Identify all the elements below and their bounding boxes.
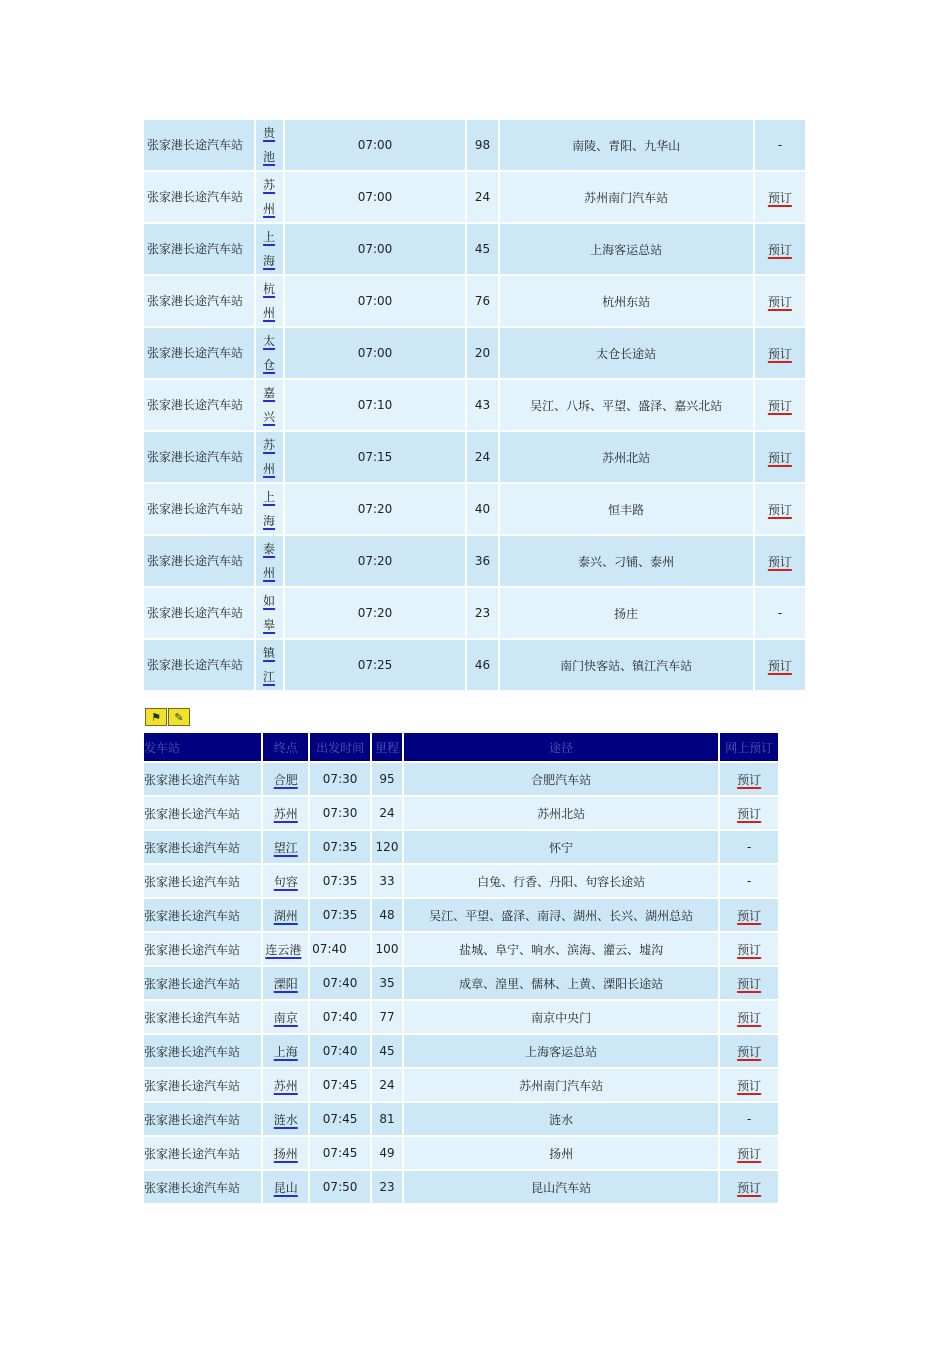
booking-cell: [719, 1000, 779, 1034]
book-link[interactable]: 预订: [737, 942, 762, 957]
distance-cell: 20: [466, 327, 498, 379]
destination-cell: [262, 1102, 309, 1136]
destination-link[interactable]: 如皋: [263, 594, 276, 632]
departure-time-cell: 07:40: [309, 1034, 371, 1068]
via-cell: 成章、湟里、儒林、上黄、溧阳长途站: [403, 966, 719, 1000]
via-cell: 苏州南门汽车站: [499, 171, 754, 223]
booking-cell: [754, 483, 806, 535]
book-link[interactable]: 预订: [737, 1180, 762, 1195]
table-row: [143, 587, 806, 639]
booking-cell: [719, 864, 779, 898]
table-row: [143, 796, 779, 830]
table-row: [143, 483, 806, 535]
destination-link[interactable]: 连云港: [265, 942, 302, 957]
destination-link[interactable]: 湖州: [273, 908, 298, 923]
station-cell: 张家港长途汽车站: [143, 898, 262, 932]
station-cell: 张家港长途汽车站: [143, 639, 255, 691]
via-cell: 吴江、八坼、平望、盛泽、嘉兴北站: [499, 379, 754, 431]
station-cell: 张家港长途汽车站: [143, 327, 255, 379]
distance-cell: 77: [371, 1000, 403, 1034]
booking-cell: [719, 1170, 779, 1204]
departure-time-cell: 07:40: [309, 1000, 371, 1034]
station-cell: 张家港长途汽车站: [143, 1136, 262, 1170]
destination-cell: [262, 932, 309, 966]
booking-cell: [754, 639, 806, 691]
via-cell: 扬庄: [499, 587, 754, 639]
book-link[interactable]: 预订: [737, 1044, 762, 1059]
departure-time-cell: 07:50: [309, 1170, 371, 1204]
table-row: [143, 1170, 779, 1204]
schedule-table-2-body: [143, 762, 779, 1204]
table-row: [143, 1102, 779, 1136]
table-row: [143, 535, 806, 587]
booking-cell: [754, 223, 806, 275]
via-cell: 南陵、青阳、九华山: [499, 119, 754, 171]
booking-cell: [719, 1068, 779, 1102]
destination-cell: [255, 275, 284, 327]
distance-cell: 98: [466, 119, 498, 171]
departure-time-cell: 07:35: [309, 864, 371, 898]
booking-cell: [754, 587, 806, 639]
departure-time-cell: 07:40: [309, 966, 371, 1000]
via-cell: 太仓长途站: [499, 327, 754, 379]
via-cell: 怀宁: [403, 830, 719, 864]
destination-cell: [255, 379, 284, 431]
station-cell: 张家港长途汽车站: [143, 762, 262, 796]
header-distance: 里程: [371, 732, 403, 762]
icon-toolbar: [145, 708, 190, 726]
via-cell: 苏州北站: [403, 796, 719, 830]
departure-time-cell: 07:45: [309, 1136, 371, 1170]
distance-cell: 33: [371, 864, 403, 898]
table-row: [143, 932, 779, 966]
booking-cell: [719, 966, 779, 1000]
table-row: [143, 762, 779, 796]
destination-cell: [262, 1000, 309, 1034]
destination-cell: [262, 1068, 309, 1102]
destination-link[interactable]: 泰州: [263, 542, 276, 580]
booking-cell: [754, 171, 806, 223]
book-link[interactable]: 预订: [737, 772, 762, 787]
via-cell: 涟水: [403, 1102, 719, 1136]
departure-time-cell: 07:10: [284, 379, 467, 431]
departure-time-cell: 07:35: [309, 898, 371, 932]
departure-time-cell: 07:20: [284, 483, 467, 535]
destination-link[interactable]: 镇江: [263, 646, 276, 684]
distance-cell: 120: [371, 830, 403, 864]
destination-link[interactable]: 贵池: [263, 126, 276, 164]
destination-cell: [262, 864, 309, 898]
header-via: 途径: [403, 732, 719, 762]
booking-cell: [754, 275, 806, 327]
book-link[interactable]: 预订: [767, 554, 792, 569]
book-link[interactable]: 预订: [767, 658, 792, 673]
distance-cell: 45: [371, 1034, 403, 1068]
table-row: [143, 1068, 779, 1102]
station-cell: 张家港长途汽车站: [143, 1170, 262, 1204]
station-cell: 张家港长途汽车站: [143, 587, 255, 639]
departure-time-cell: 07:00: [284, 275, 467, 327]
table-row: [143, 327, 806, 379]
station-cell: 张家港长途汽车站: [143, 966, 262, 1000]
distance-cell: 43: [466, 379, 498, 431]
station-cell: 张家港长途汽车站: [143, 535, 255, 587]
departure-time-cell: 07:00: [284, 119, 467, 171]
via-cell: 苏州北站: [499, 431, 754, 483]
via-cell: 昆山汽车站: [403, 1170, 719, 1204]
station-cell: 张家港长途汽车站: [143, 864, 262, 898]
booking-cell: [754, 327, 806, 379]
departure-time-cell: 07:45: [309, 1102, 371, 1136]
via-cell: 上海客运总站: [403, 1034, 719, 1068]
destination-cell: [262, 1034, 309, 1068]
booking-unavailable: -: [746, 840, 752, 854]
table-row: [143, 431, 806, 483]
header-online-booking: 网上预订: [719, 732, 779, 762]
table-row: [143, 864, 779, 898]
schedule-table-2: [142, 731, 780, 1205]
ticket-icon[interactable]: ✎: [168, 708, 190, 726]
table-row: [143, 966, 779, 1000]
booking-cell: [719, 898, 779, 932]
book-link[interactable]: 预订: [767, 242, 792, 257]
distance-cell: 45: [466, 223, 498, 275]
via-cell: 吴江、平望、盛泽、南浔、湖州、长兴、湖州总站: [403, 898, 719, 932]
booking-cell: [719, 1102, 779, 1136]
destination-cell: [262, 762, 309, 796]
distance-cell: 48: [371, 898, 403, 932]
table-row: [143, 1034, 779, 1068]
destination-cell: [255, 171, 284, 223]
destination-cell: [262, 898, 309, 932]
via-cell: 南门快客站、镇江汽车站: [499, 639, 754, 691]
booking-unavailable: -: [777, 138, 783, 152]
station-cell: 张家港长途汽车站: [143, 379, 255, 431]
schedule-table-1: [142, 118, 807, 692]
destination-link[interactable]: 苏州: [273, 806, 298, 821]
destination-link[interactable]: 苏州: [263, 438, 276, 476]
station-cell: 张家港长途汽车站: [143, 1034, 262, 1068]
destination-cell: [255, 639, 284, 691]
table-row: [143, 171, 806, 223]
departure-time-cell: 07:15: [284, 431, 467, 483]
book-link[interactable]: 预订: [767, 294, 792, 309]
book-link[interactable]: 预订: [737, 806, 762, 821]
via-cell: 合肥汽车站: [403, 762, 719, 796]
via-cell: 盐城、阜宁、响水、滨海、灌云、墟沟: [403, 932, 719, 966]
destination-cell: [262, 1170, 309, 1204]
booking-cell: [719, 796, 779, 830]
book-link[interactable]: 预订: [767, 398, 792, 413]
destination-link[interactable]: 上海: [263, 230, 276, 268]
booking-cell: [754, 379, 806, 431]
distance-cell: 100: [371, 932, 403, 966]
distance-cell: 23: [466, 587, 498, 639]
station-cell: 张家港长途汽车站: [143, 1102, 262, 1136]
destination-cell: [255, 431, 284, 483]
booking-cell: [719, 1136, 779, 1170]
header-departure-time: 出发时间: [309, 732, 371, 762]
booking-cell: [719, 1034, 779, 1068]
booking-cell: [719, 830, 779, 864]
destination-link[interactable]: 句容: [273, 874, 298, 889]
booking-cell: [719, 762, 779, 796]
schedule-table-1-body: [143, 119, 806, 691]
distance-cell: 36: [466, 535, 498, 587]
departure-time-cell: 07:25: [284, 639, 467, 691]
distance-cell: 46: [466, 639, 498, 691]
station-cell: 张家港长途汽车站: [143, 223, 255, 275]
departure-time-cell: 07:00: [284, 223, 467, 275]
destination-link[interactable]: 上海: [273, 1044, 298, 1059]
departure-time-cell: 07:00: [284, 327, 467, 379]
distance-cell: 24: [371, 1068, 403, 1102]
distance-cell: 76: [466, 275, 498, 327]
destination-link[interactable]: 涟水: [273, 1112, 298, 1127]
table-row: [143, 379, 806, 431]
booking-unavailable: -: [777, 606, 783, 620]
destination-cell: [255, 223, 284, 275]
via-cell: 白兔、行香、丹阳、句容长途站: [403, 864, 719, 898]
table-row: [143, 223, 806, 275]
destination-link[interactable]: 嘉兴: [263, 386, 276, 424]
header-destination: 终点: [262, 732, 309, 762]
destination-cell: [255, 535, 284, 587]
book-link[interactable]: 预订: [737, 1078, 762, 1093]
departure-time-cell: 07:20: [284, 587, 467, 639]
distance-cell: 95: [371, 762, 403, 796]
via-cell: 泰兴、刁铺、泰州: [499, 535, 754, 587]
station-cell: 张家港长途汽车站: [143, 275, 255, 327]
destination-link[interactable]: 昆山: [273, 1180, 298, 1195]
distance-cell: 24: [466, 171, 498, 223]
destination-cell: [255, 119, 284, 171]
station-cell: 张家港长途汽车站: [143, 932, 262, 966]
departure-time-cell: 07:30: [309, 762, 371, 796]
station-cell: 张家港长途汽车站: [143, 1068, 262, 1102]
via-cell: 恒丰路: [499, 483, 754, 535]
departure-time-cell: 07:20: [284, 535, 467, 587]
destination-link[interactable]: 上海: [263, 490, 276, 528]
table-row: [143, 275, 806, 327]
destination-link[interactable]: 南京: [273, 1010, 298, 1025]
destination-link[interactable]: 扬州: [273, 1146, 298, 1161]
destination-cell: [255, 483, 284, 535]
bus-icon[interactable]: ⚑: [145, 708, 167, 726]
distance-cell: 24: [466, 431, 498, 483]
book-link[interactable]: 预订: [737, 1010, 762, 1025]
destination-cell: [255, 327, 284, 379]
table-row: [143, 1000, 779, 1034]
via-cell: 苏州南门汽车站: [403, 1068, 719, 1102]
book-link[interactable]: 预订: [767, 346, 792, 361]
book-link[interactable]: 预订: [767, 502, 792, 517]
departure-time-cell: 07:30: [309, 796, 371, 830]
destination-cell: [255, 587, 284, 639]
book-link[interactable]: 预订: [737, 908, 762, 923]
destination-link[interactable]: 合肥: [273, 772, 298, 787]
book-link[interactable]: 预订: [737, 1146, 762, 1161]
booking-cell: [754, 535, 806, 587]
table-header-row: [143, 732, 779, 762]
book-link[interactable]: 预订: [767, 190, 792, 205]
destination-link[interactable]: 苏州: [273, 1078, 298, 1093]
booking-cell: [719, 932, 779, 966]
via-cell: 南京中央门: [403, 1000, 719, 1034]
destination-link[interactable]: 杭州: [263, 282, 276, 320]
station-cell: 张家港长途汽车站: [143, 796, 262, 830]
departure-time-cell: 07:45: [309, 1068, 371, 1102]
booking-unavailable: -: [746, 874, 752, 888]
destination-link[interactable]: 太仓: [263, 334, 276, 372]
departure-time-cell: 07:35: [309, 830, 371, 864]
table-row: [143, 898, 779, 932]
header-station: 发车站: [143, 732, 262, 762]
table-row: [143, 830, 779, 864]
via-cell: 扬州: [403, 1136, 719, 1170]
destination-link[interactable]: 望江: [273, 840, 298, 855]
distance-cell: 40: [466, 483, 498, 535]
distance-cell: 49: [371, 1136, 403, 1170]
booking-unavailable: -: [746, 1112, 752, 1126]
table-row: [143, 119, 806, 171]
via-cell: 杭州东站: [499, 275, 754, 327]
destination-cell: [262, 830, 309, 864]
departure-time-cell: 07:00: [284, 171, 467, 223]
distance-cell: 23: [371, 1170, 403, 1204]
station-cell: 张家港长途汽车站: [143, 171, 255, 223]
station-cell: 张家港长途汽车站: [143, 1000, 262, 1034]
distance-cell: 81: [371, 1102, 403, 1136]
destination-link[interactable]: 苏州: [263, 178, 276, 216]
booking-cell: [754, 431, 806, 483]
station-cell: 张家港长途汽车站: [143, 119, 255, 171]
book-link[interactable]: 预订: [767, 450, 792, 465]
via-cell: 上海客运总站: [499, 223, 754, 275]
book-link[interactable]: 预订: [737, 976, 762, 991]
station-cell: 张家港长途汽车站: [143, 830, 262, 864]
destination-link[interactable]: 溧阳: [273, 976, 298, 991]
table-row: [143, 1136, 779, 1170]
distance-cell: 35: [371, 966, 403, 1000]
departure-time-cell: 07:40: [309, 932, 371, 966]
destination-cell: [262, 1136, 309, 1170]
station-cell: 张家港长途汽车站: [143, 431, 255, 483]
destination-cell: [262, 796, 309, 830]
station-cell: 张家港长途汽车站: [143, 483, 255, 535]
table-row: [143, 639, 806, 691]
booking-cell: [754, 119, 806, 171]
distance-cell: 24: [371, 796, 403, 830]
destination-cell: [262, 966, 309, 1000]
